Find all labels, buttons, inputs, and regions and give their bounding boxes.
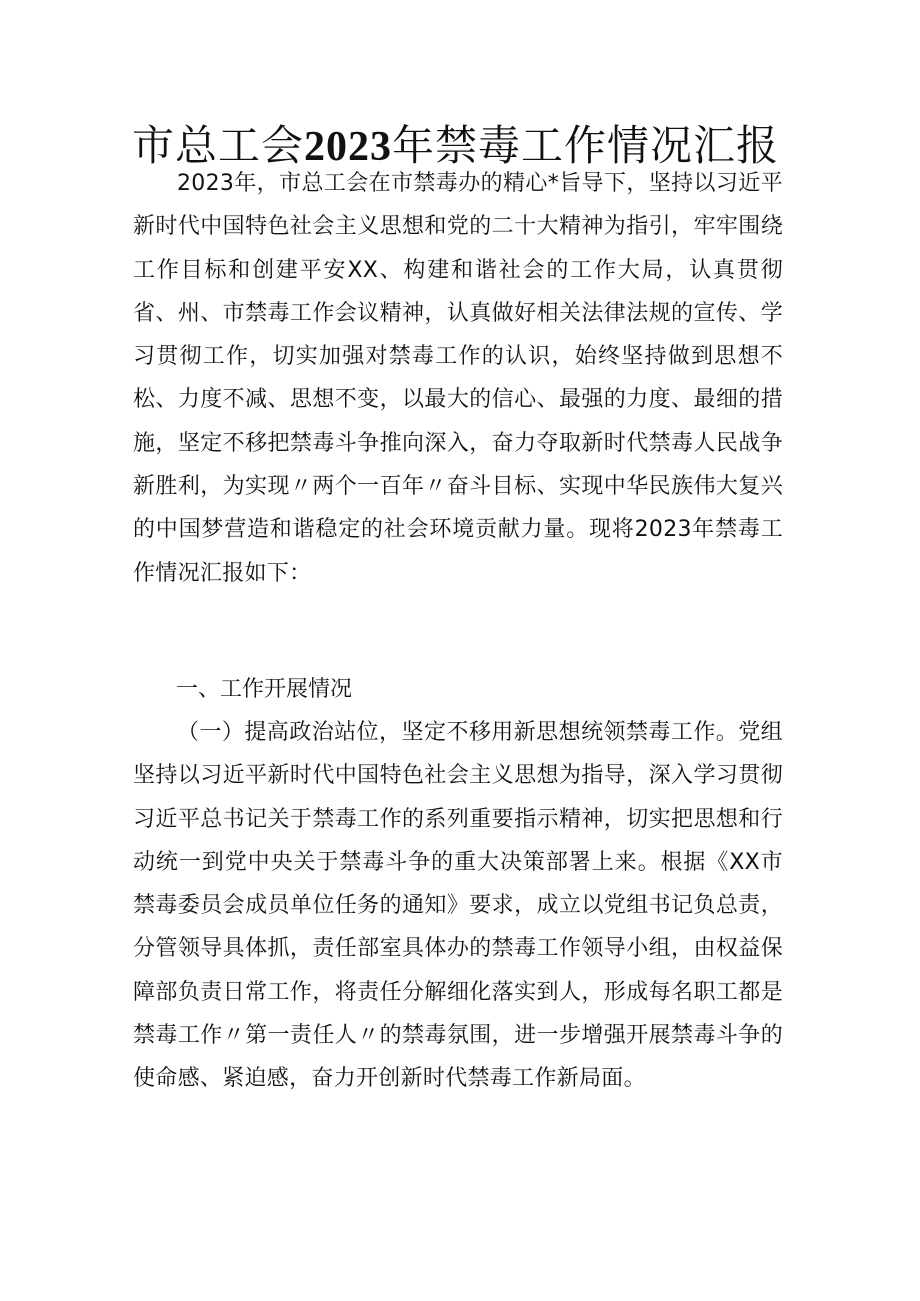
title-prefix: 市总工会 [132,121,305,170]
subsection-1-heading: （一）提高政治站位，坚定不移用新思想统领禁毒工作。 [177,720,739,745]
subsection-1-body: 党组坚持以习近平新时代中国特色社会主义思想为指导，深入学习贯彻习近平总书记关于禁毒工作的系列重要指示精神，切实把思想和行动统一到党中央关于禁毒斗争的重大决策部署上来。根据《XX市禁毒委员会成员单位任务的通知》要求，成立以党组书记负总责，分管领导具体抓，责任部室具体办的禁毒工作领导小组，由权益保障部负责日常工作，将责任分解细化落实到人，形成每名职工都是禁毒工作〃第一责任人〃的禁毒氛围，进一步增强开展禁毒斗争的使命感、紧迫感，奋力开创新时代禁毒工作新局面。 [133,720,783,1092]
section-1-heading: 一、工作开展情况 [176,677,353,702]
title-year: 2023 [304,124,393,170]
title-suffix: 年禁毒工作情况汇报 [392,121,780,170]
intro-paragraph: 2023年，市总工会在市禁毒办的精心*旨导下，坚持以习近平新时代中国特色社会主义思想和党的二十大精神为指引，牢牢围绕工作目标和创建平安XX、构建和谐社会的工作大局，认真贯彻省、州、市禁毒工作会议精神，认真做好相关法律法规的宣传、学习贯彻工作，切实加强对禁毒工作的认识，始终坚持做到思想不松、力度不减、思想不变，以最大的信心、最强的力度、最细的措施，坚定不移把禁毒斗争推向深入，奋力夺取新时代禁毒人民战争新胜利，为实现〃两个一百年〃奋斗目标、实现中华民族伟大复兴的中国梦营造和谐稳定的社会环境贡献力量。现将2023年禁毒工作情况汇报如下： [133,171,783,586]
subsection-1-paragraph [133,711,783,1101]
